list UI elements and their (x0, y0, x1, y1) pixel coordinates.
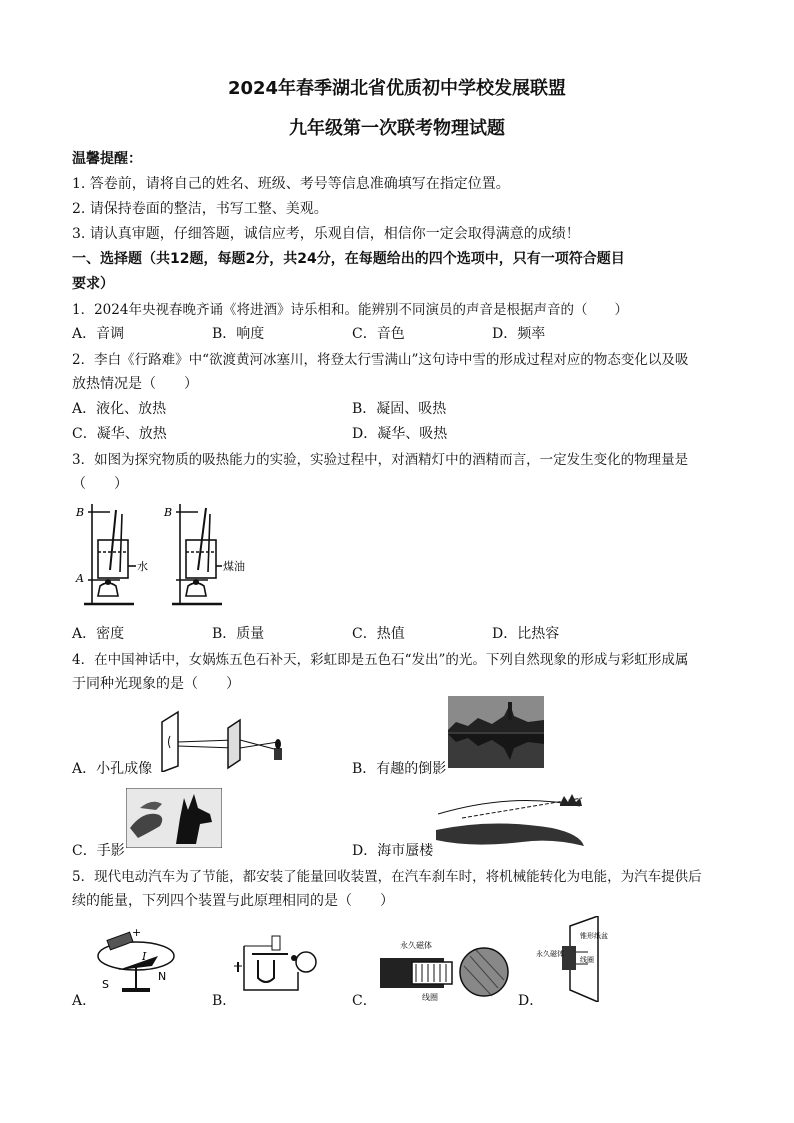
label-s: S (102, 978, 109, 991)
q4-option-a: A．小孔成像 (72, 761, 153, 777)
q4-option-d: D．海市蜃楼 (352, 843, 434, 859)
current-compass-figure (92, 926, 184, 1002)
q5-option-d: D． (518, 993, 544, 1009)
notice-item-3: 3. 请认真审题，仔细答题，诚信应考，乐观自信，相信你一定会取得满意的成绩！ (72, 226, 580, 242)
label-coil-d: 线圈 (580, 956, 594, 964)
q5-option-c: C． (352, 993, 377, 1009)
q3-stem-line1: 3．如图为探究物质的吸热能力的实验，实验过程中，对酒精灯中的酒精而言，一定发生变化的物理量是 (72, 452, 689, 468)
q5-stem-line1: 5．现代电动汽车为了节能，都安装了能量回收装置，在汽车刹车时，将机械能转化为电能，为汽车提供后 (72, 869, 702, 885)
reflection-photo (448, 696, 544, 768)
q3-option-c: C．热值 (352, 626, 405, 642)
q2-option-b: B．凝固、吸热 (352, 401, 447, 417)
q1-option-a: A．音调 (72, 326, 125, 342)
pinhole-imaging-figure (158, 708, 298, 772)
q2-stem-line1: 2．李白《行路难》中“欲渡黄河冰塞川，将登太行雪满山”这句诗中雪的形成过程对应的物态变化以及吸 (72, 352, 689, 368)
notice-item-1: 1. 答卷前，请将自己的姓名、班级、考号等信息准确填写在指定位置。 (72, 176, 510, 192)
q3-heating-apparatus-figure (70, 500, 270, 612)
label-b1: B (76, 506, 85, 519)
label-magnet-d: 永久磁体 (536, 950, 564, 958)
q4-option-c: C．手影 (72, 843, 125, 859)
label-n: N (158, 970, 167, 983)
label-paper-d: 锥形纸盆 (580, 932, 608, 940)
q5-stem-line2: 续的能量，下列四个装置与此原理相同的是（ ） (72, 893, 394, 909)
q1-option-c: C．音色 (352, 326, 405, 342)
electric-bell-figure (228, 932, 324, 998)
q5-option-b: B． (212, 993, 237, 1009)
q2-stem-line2: 放热情况是（ ） (72, 376, 198, 392)
notice-item-2: 2. 请保持卷面的整洁，书写工整、美观。 (72, 201, 328, 217)
notice-heading: 温馨提醒： (72, 151, 142, 167)
hand-shadow-photo (126, 788, 222, 848)
q3-option-d: D．比热容 (492, 626, 560, 642)
label-b2: B (164, 506, 173, 519)
q2-option-c: C．凝华、放热 (72, 426, 167, 442)
section1-heading-line1: 一、选择题（共12题，每题2分，共24分，在每题给出的四个选项中，只有一项符合题目 (72, 251, 625, 267)
q4-stem-line1: 4．在中国神话中，女娲炼五色石补天，彩虹即是五色石“发出”的光。下列自然现象的形成与彩虹形成属 (72, 652, 689, 668)
exam-title-line2: 九年级第一次联考物理试题 (289, 118, 505, 139)
speaker-figure (534, 916, 614, 1002)
q1-stem: 1．2024年央视春晚齐诵《将进酒》诗乐相和。能辨别不同演员的声音是根据声音的（ ） (72, 302, 628, 318)
label-magnet-c: 永久磁体 (400, 941, 432, 950)
label-water: 水 (137, 560, 148, 573)
q4-option-b: B．有趣的倒影 (352, 761, 447, 777)
q3-stem-line2: （ ） (72, 476, 128, 492)
label-a1: A (76, 572, 84, 585)
q3-option-b: B．质量 (212, 626, 265, 642)
microphone-figure (380, 936, 510, 1006)
q2-option-a: A．液化、放热 (72, 401, 167, 417)
q5-option-a: A． (72, 993, 97, 1009)
q1-option-b: B．响度 (212, 326, 265, 342)
exam-title-line1: 2024年春季湖北省优质初中学校发展联盟 (227, 78, 567, 99)
label-i: I (142, 950, 147, 963)
label-kerosene: 煤油 (223, 560, 245, 573)
section1-heading-line2: 要求） (72, 276, 114, 292)
q2-option-d: D．凝华、吸热 (352, 426, 448, 442)
q3-option-a: A．密度 (72, 626, 125, 642)
label-coil-c: 线圈 (422, 993, 438, 1002)
q1-option-d: D．频率 (492, 326, 546, 342)
mirage-figure (432, 788, 594, 852)
label-plus: + (132, 926, 142, 939)
q4-stem-line2: 于同种光现象的是（ ） (72, 676, 240, 692)
